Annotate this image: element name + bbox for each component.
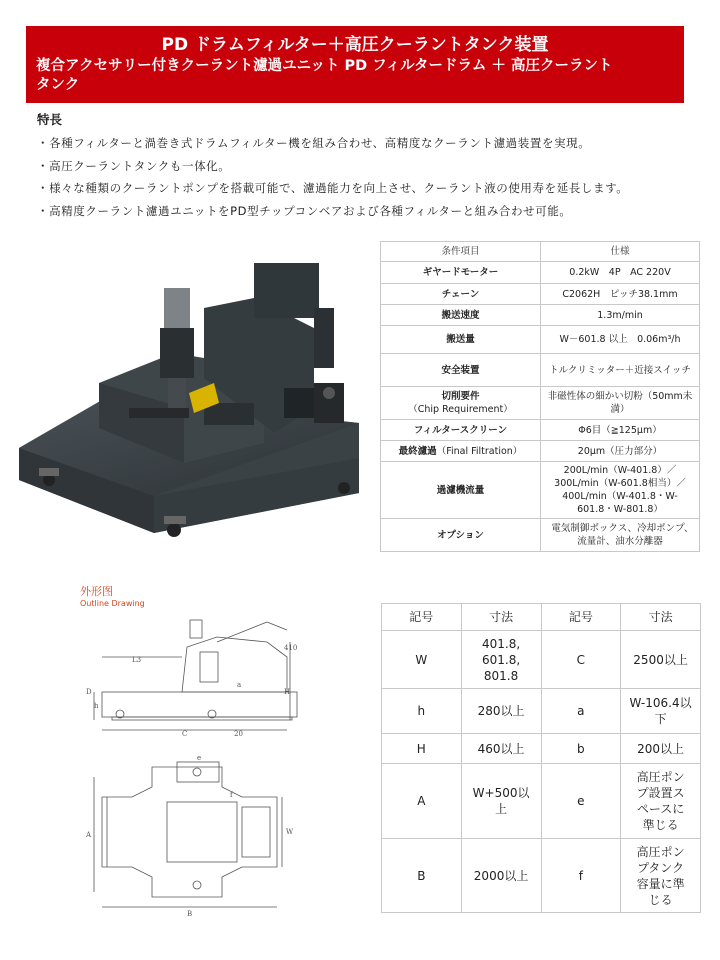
features-list [37,132,628,222]
dim-value: 2000以上 [461,839,541,913]
feature-item: ・ 各種フィルターと渦巻き式ドラムフィルター機を組み合わせ、高精度なクーラント濾過装置を実現。 [37,132,628,155]
dim-label-L3: L3 [132,656,142,664]
spec-value: 電気制御ボックス、冷却ポンプ、 流量計、油水分離器 [541,519,700,552]
spec-key: 過濾機流量 [381,462,541,519]
dim-header-symbol: 記号 [541,604,621,631]
dim-value: 高圧ポンプタンク容量に準じる [621,839,701,913]
spec-key: 切削要件 （Chip Requirement） [381,387,541,420]
spec-value: C2062H ピッチ38.1mm [541,284,700,305]
spec-header-item: 条件項目 [381,242,541,262]
dim-value: 401.8, 601.8, 801.8 [461,631,541,689]
dim-symbol: W [382,631,462,689]
spec-value: トルクリミッター＋近接スイッチ [541,354,700,387]
feature-item: ・ 高圧クーラントタンクも一体化。 [37,155,628,178]
dim-label-h: h [94,702,99,710]
spec-key: フィルタースクリーン [381,420,541,441]
dimension-table [381,603,701,913]
spec-value: 20μm（圧力部分） [541,441,700,462]
dim-header-size: 寸法 [461,604,541,631]
dim-label-a: a [237,681,242,689]
dim-symbol: A [382,764,462,839]
spec-value: 200L/min（W-401.8）／300L/min（W-601.8相当）／400L/min（W-401.8・W-601.8・W-801.8） [541,462,700,519]
dim-symbol: C [541,631,621,689]
dim-label-20: 20 [234,730,243,738]
outline-label-en: Outline Drawing [80,599,145,608]
dim-value: 280以上 [461,689,541,734]
feature-item: ・ 様々な種類のクーラントポンプを搭載可能で、濾過能力を向上させ、クーラント液の使用寿を延長します。 [37,177,628,200]
dim-value: 200以上 [621,734,701,764]
dim-label-W: W [286,828,294,836]
dim-header-symbol: 記号 [382,604,462,631]
features-title: 特長 [37,112,63,127]
title-banner [26,26,684,103]
spec-header-spec: 仕様 [541,242,700,262]
dim-symbol: e [541,764,621,839]
spec-value: 0.2kW 4P AC 220V [541,262,700,284]
outline-drawing [72,612,312,922]
spec-key: オプション [381,519,541,552]
dim-label-B: B [187,910,193,918]
spec-key: チェーン [381,284,541,305]
dim-symbol: f [541,839,621,913]
page-title: PD ドラムフィルター＋高圧クーラントタンク装置 [161,35,549,55]
dim-symbol: B [382,839,462,913]
dim-label-H: H [284,688,291,696]
spec-key: ギヤードモーター [381,262,541,284]
dim-symbol: b [541,734,621,764]
dim-label-A: A [86,831,92,839]
spec-value: 非磁性体の細かい切粉（50mm未満） [541,387,700,420]
dim-header-size: 寸法 [621,604,701,631]
spec-table [380,241,700,552]
dim-value: 高圧ポンプ設置スペースに準じる [621,764,701,839]
page-subtitle-line2: タンク [36,77,80,93]
dim-value: W+500以上 [461,764,541,839]
spec-value: W－601.8 以上 0.06m³/h [541,326,700,354]
feature-item: ・ 高精度クーラント濾過ユニットをPD型チップコンベアおよび各種フィルターと組み合わせ可能。 [37,200,628,223]
dim-label-410: 410 [284,644,298,652]
dim-label-D: D [86,688,92,696]
outline-label [80,583,145,608]
dim-symbol: a [541,689,621,734]
spec-key: 搬送量 [381,326,541,354]
dim-label-e: e [197,754,202,762]
spec-value: Φ6目（≧125μm） [541,420,700,441]
page-subtitle-line1: 複合アクセサリー付きクーラント濾過ユニット PD フィルタードラム ＋ 高圧クーラント [36,58,613,74]
spec-key: 搬送速度 [381,305,541,326]
dim-label-f: f [230,791,233,799]
dim-symbol: H [382,734,462,764]
dim-value: 460以上 [461,734,541,764]
spec-key: 安全装置 [381,354,541,387]
spec-value: 1.3m/min [541,305,700,326]
spec-key: 最終濾過（Final Filtration） [381,441,541,462]
dim-symbol: h [382,689,462,734]
dim-value: 2500以上 [621,631,701,689]
dim-label-C: C [182,730,188,738]
dim-value: W-106.4以下 [621,689,701,734]
machine-photo [14,258,360,554]
outline-label-cn: 外形图 [80,585,113,598]
